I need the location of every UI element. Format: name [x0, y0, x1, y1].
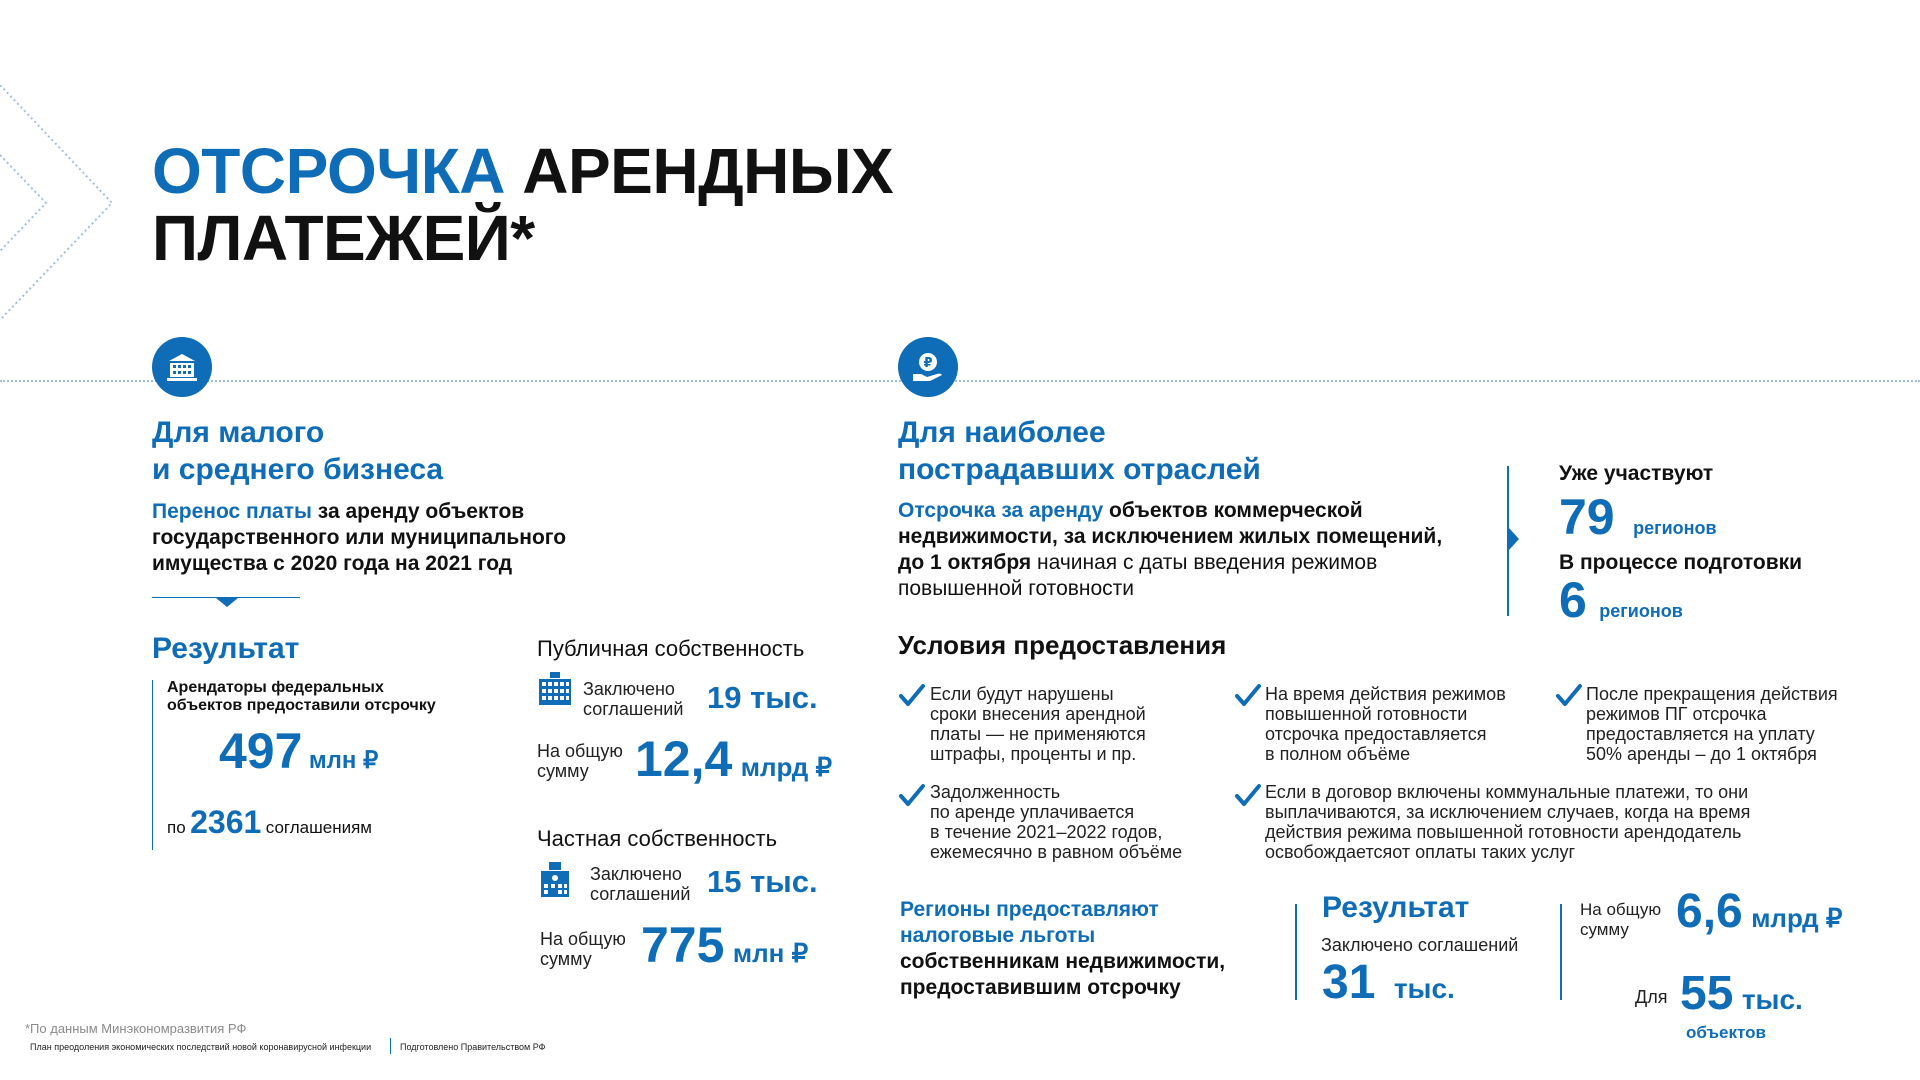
public-sum	[635, 730, 832, 788]
right-sum-label	[1580, 900, 1661, 940]
private-sum-num: 775	[641, 917, 725, 973]
private-concluded-value: 15 тыс.	[707, 864, 818, 899]
public-concluded-l2: соглашений	[583, 699, 684, 719]
checkmark-icon	[1556, 683, 1582, 709]
preparing-label: В процессе подготовки	[1559, 551, 1803, 574]
tax-line4: предоставившим отсрочку	[900, 976, 1181, 999]
title-line2: ПЛАТЕЖЕЙ*	[152, 202, 535, 274]
checkmark-icon	[1235, 683, 1261, 709]
preparing-num: 6	[1559, 572, 1587, 628]
private-sum	[641, 916, 808, 974]
private-sum-l1: На общую	[540, 929, 626, 949]
condition-5-l2: выплачиваются, за исключением случаев, когда на время	[1265, 802, 1751, 822]
condition-3-l4: 50% аренды – до 1 октября	[1586, 744, 1817, 764]
federal-text	[167, 679, 436, 715]
right-sum-num: 6,6	[1676, 885, 1743, 938]
condition-5-l4: освобождаетсяот оплаты таких услуг	[1265, 842, 1576, 862]
footer-divider	[390, 1038, 391, 1054]
tax-line1: Регионы предоставляют	[900, 898, 1159, 921]
dotted-divider	[0, 380, 1920, 382]
checkmark-icon	[899, 683, 925, 709]
building-icon	[152, 337, 212, 397]
condition-1-l3: платы — не применяются	[930, 724, 1146, 744]
private-sum-l2: сумму	[540, 949, 592, 969]
condition-5-l3: действия режима повышенной готовности арендодатель	[1265, 822, 1742, 842]
private-title: Частная собственность	[537, 826, 778, 851]
right-desc-highlight: Отсрочка за аренду	[898, 499, 1104, 522]
right-result-concluded: Заключено соглашений	[1321, 935, 1519, 955]
page-title	[152, 135, 894, 274]
decorative-chevrons	[0, 85, 120, 325]
right-sum-unit: млрд ₽	[1751, 903, 1843, 933]
tax-divider-1	[1295, 904, 1297, 1000]
condition-item-1	[930, 684, 1146, 764]
condition-item-3	[1586, 684, 1838, 764]
agreements-num: 2361	[190, 804, 262, 840]
tax-benefits	[900, 897, 1225, 1001]
participating-unit: регионов	[1633, 518, 1717, 538]
left-desc-line2: государственного или муниципального	[152, 526, 567, 549]
condition-1-l1: Если будут нарушены	[930, 684, 1114, 704]
condition-1-l4: штрафы, проценты и пр.	[930, 744, 1137, 764]
condition-item-5	[1265, 782, 1750, 862]
right-heading-line1: Для наиболее	[898, 416, 1106, 449]
public-sum-num: 12,4	[635, 731, 733, 787]
left-desc-line3: имущества с 2020 года на 2021 год	[152, 552, 513, 575]
left-desc-highlight: Перенос платы	[152, 500, 312, 523]
right-desc-bold: до 1 октября	[898, 551, 1032, 574]
checkmark-icon	[1235, 783, 1261, 809]
public-sum-l1: На общую	[537, 741, 623, 761]
building-grid-icon	[537, 671, 573, 707]
public-concluded-value: 19 тыс.	[707, 680, 818, 715]
participating-label: Уже участвуют	[1559, 462, 1714, 485]
agreements-prefix: по	[167, 818, 186, 837]
right-for-objects: объектов	[1686, 1023, 1766, 1042]
left-heading-line1: Для малого	[152, 416, 325, 449]
right-desc-line2: недвижимости, за исключением жилых помещений,	[898, 525, 1443, 548]
condition-2-l4: в полном объёме	[1265, 744, 1411, 764]
right-for	[1680, 966, 1803, 1021]
right-result-unit: тыс.	[1393, 973, 1455, 1004]
condition-2-l1: На время действия режимов	[1265, 684, 1506, 704]
federal-amount-num: 497	[219, 723, 303, 779]
left-heading	[152, 414, 443, 488]
footer-plan: План преодоления экономических последствий новой коронавирусной инфекции	[30, 1042, 372, 1052]
right-result	[1322, 955, 1455, 1010]
tax-line2: налоговые льготы	[900, 924, 1096, 947]
public-sum-l2: сумму	[537, 761, 589, 781]
right-for-unit: тыс.	[1741, 984, 1803, 1015]
agreements-suffix: соглашениям	[265, 818, 372, 837]
condition-2-l3: отсрочка предоставляется	[1265, 724, 1487, 744]
public-concluded-label	[583, 679, 683, 719]
left-result-vline	[152, 680, 153, 850]
condition-item-4	[930, 782, 1182, 862]
right-sum-l1: На общую	[1580, 900, 1662, 919]
private-concluded-label	[590, 864, 690, 904]
condition-4-l1: Задолженность	[930, 782, 1061, 802]
right-result-num: 31	[1322, 956, 1376, 1009]
condition-5-l1: Если в договор включены коммунальные платежи, то они	[1265, 782, 1749, 802]
federal-agreements	[167, 804, 372, 841]
participating-num: 79	[1559, 489, 1615, 545]
footnote-source: *По данным Минэкономразвития РФ	[25, 1021, 247, 1036]
condition-item-2	[1265, 684, 1506, 764]
right-desc-line4: повышенной готовности	[898, 577, 1135, 600]
public-sum-label	[537, 741, 623, 781]
condition-3-l2: режимов ПГ отсрочка	[1586, 704, 1767, 724]
checkmark-icon	[899, 783, 925, 809]
right-heading-line2: пострадавших отраслей	[898, 453, 1261, 486]
svg-text:₽: ₽	[923, 356, 933, 371]
left-description	[152, 499, 566, 577]
pointer-arrow-icon	[216, 598, 238, 607]
right-description	[898, 498, 1442, 602]
title-line1-rest: АРЕНДНЫХ	[504, 135, 894, 207]
public-concluded-l1: Заключено	[583, 679, 675, 699]
public-sum-unit: млрд ₽	[740, 752, 833, 782]
condition-3-l1: После прекращения действия	[1586, 684, 1838, 704]
left-result-title: Результат	[152, 632, 300, 665]
condition-3-l3: предоставляется на уплату	[1586, 724, 1815, 744]
right-for-label: Для	[1635, 987, 1668, 1007]
federal-text-line2: объектов предоставили отсрочку	[167, 697, 436, 714]
right-heading	[898, 414, 1261, 488]
condition-2-l2: повышенной готовности	[1265, 704, 1468, 724]
ruble-hand-icon	[898, 337, 958, 397]
condition-4-l4: ежемесячно в равном объёме	[930, 842, 1183, 862]
right-sum	[1676, 884, 1842, 939]
federal-text-line1: Арендаторы федеральных	[167, 679, 384, 696]
private-concluded-l1: Заключено	[590, 864, 682, 884]
federal-amount-unit: млн ₽	[308, 747, 379, 774]
preparing-unit: регионов	[1599, 601, 1683, 621]
title-highlight: ОТСРОЧКА	[152, 135, 505, 207]
private-sum-unit: млн ₽	[732, 938, 809, 968]
right-result-title: Результат	[1322, 891, 1470, 924]
participation-arrow-icon	[1509, 528, 1519, 550]
footer-prepared: Подготовлено Правительством РФ	[400, 1042, 546, 1052]
conditions-title: Условия предоставления	[898, 630, 1227, 660]
right-for-num: 55	[1680, 967, 1734, 1020]
left-desc-rest: за аренду объектов	[311, 500, 525, 523]
tax-line3: собственникам недвижимости,	[900, 950, 1226, 973]
participating	[1559, 488, 1717, 546]
right-desc-rest: объектов коммерческой	[1103, 499, 1363, 522]
preparing	[1559, 571, 1683, 629]
right-sum-l2: сумму	[1580, 920, 1629, 939]
federal-amount	[219, 722, 378, 780]
left-heading-line2: и среднего бизнеса	[152, 453, 444, 486]
private-sum-label	[540, 929, 626, 969]
house-building-icon	[537, 861, 573, 899]
tax-divider-2	[1560, 904, 1562, 1000]
condition-1-l2: сроки внесения арендной	[930, 704, 1146, 724]
condition-4-l3: в течение 2021–2022 годов,	[930, 822, 1163, 842]
condition-4-l2: по аренде уплачивается	[930, 802, 1135, 822]
private-concluded-l2: соглашений	[590, 884, 691, 904]
public-title: Публичная собственность	[537, 636, 805, 661]
right-desc-l3-rest: начиная с даты введения режимов	[1031, 551, 1378, 574]
